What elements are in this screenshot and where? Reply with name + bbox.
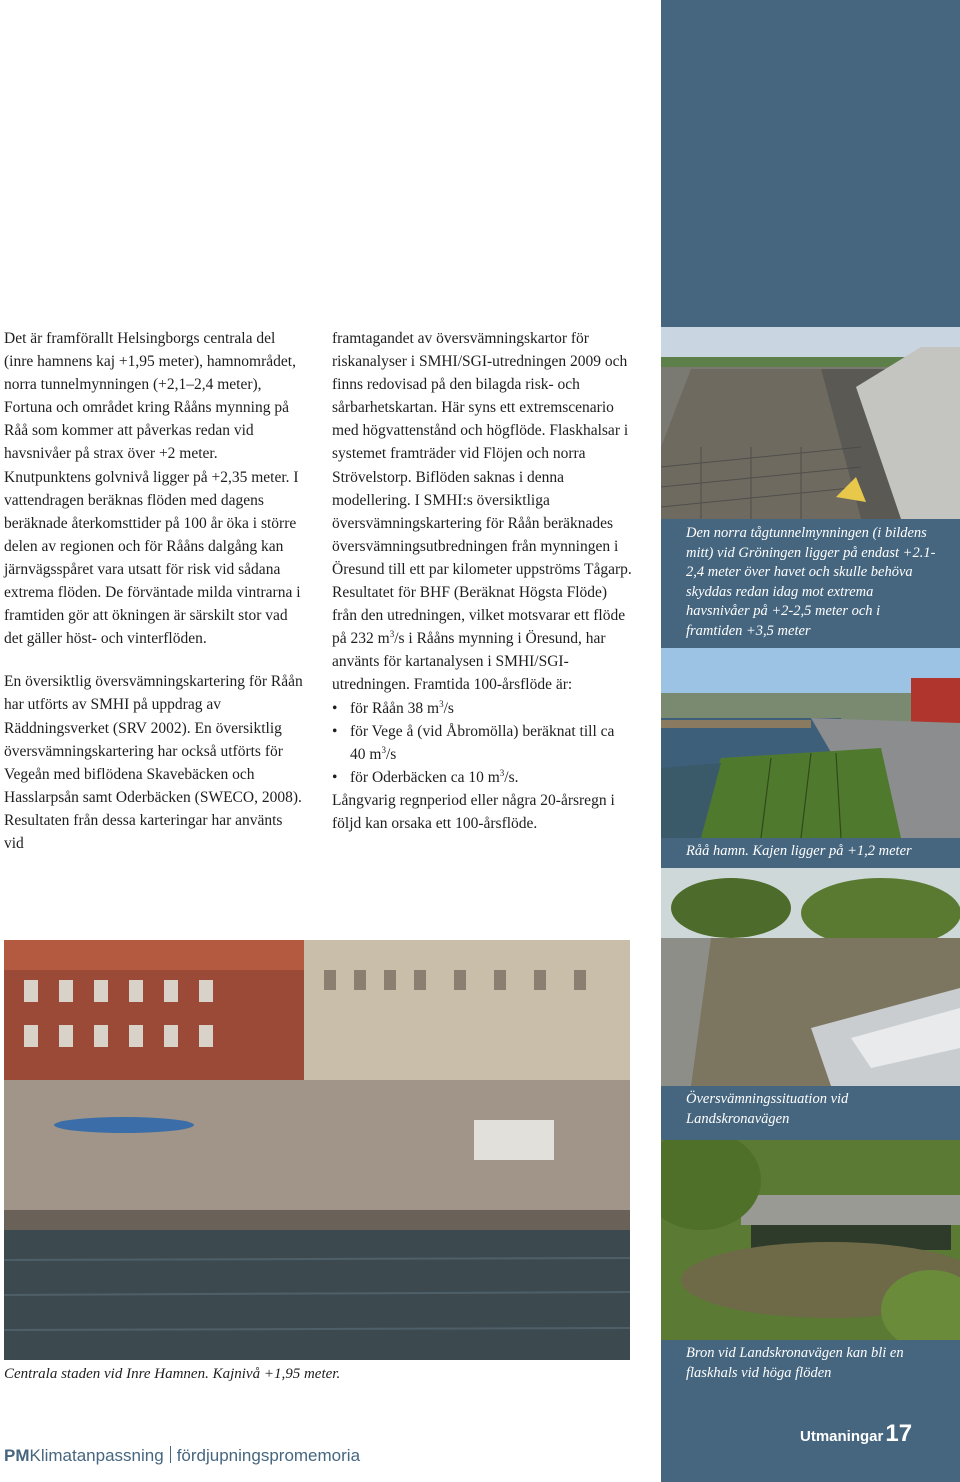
tunnel-caption: Den norra tågtunnelmynningen (i bildens mitt) vid Gröningen ligger på endast +2.1-2,4 meter över havet och skulle behöva skyddas redan idag mot extrema havsnivåer på +2-2,5 meter och i framtiden +3,5 meter: [686, 525, 936, 639]
footer-divider: [170, 1446, 171, 1463]
flooding-caption: Översvämningssituation vid Landskronavägen: [686, 1091, 849, 1127]
footer-publication-name: PMKlimatanpassning fördjupningspromemoria: [4, 1446, 361, 1465]
bridge-caption: Bron vid Landskronavägen kan bli en flaskhals vid höga flöden: [686, 1345, 904, 1381]
list-item: • för Vege å (vid Åbromölla) beräknat till ca 40 $m^3/s$: [332, 720, 632, 766]
middle-paragraph-2: Långvarig regnperiod eller några 20-årsregn i följd kan orsaka ett 100-årsflöde.: [332, 791, 615, 832]
page-number: 17: [885, 1420, 913, 1447]
middle-paragraph-1: framtagandet av översvämningskartor för riskanalyser i SMHI/SGI-utredningen 2009 och finns redovisad på den bilagda risk- och sårbarhetskartan. Här syns ett extremscenario med högvattenstånd och högflöde. Flaskhalsar i systemet framträder vid Flöjen och norra Strövelstorp. Biflöden saknas i denna modellering. I SMHI:s översiktliga översvämningskartering för Råån beräknades översvämningsutbredningen från mynningen i Öresund till ett par kilometer uppströms Tågarp. Resultatet för BHF (Beräknat Högsta Flöde) från den utredningen, vilket motsvarar ett flöde på 232 $m^3/s$ i Rååns mynning i Öresund, har använts för kartanalysen i SMHI/SGI-utredningen. Framtida 100-årsflöde är:: [332, 330, 632, 694]
left-text-column: [4, 327, 304, 855]
list-item: • för Oderbäcken ca 10 $m^3/s$.: [332, 766, 632, 789]
middle-text-column: [332, 327, 632, 835]
inner-harbor-photo: [4, 940, 630, 1360]
raa-harbor-caption: Råå hamn. Kajen ligger på +1,2 meter: [686, 843, 912, 859]
footer-page-info: [800, 1420, 912, 1448]
left-paragraph-2: En översiktlig översvämningskartering för Råån har utförts av SMHI på uppdrag av Räddningsverket (SRV 2002). En översiktlig översvämningskartering har också utförts för Vegeån med biflödena Skavebäcken och Hasslarpsån samt Oderbäcken (SWECO, 2008). Resultaten från dessa karteringar har använts vid: [4, 673, 303, 852]
tunnel-photo: [661, 327, 960, 519]
harbor-caption: Centrala staden vid Inre Hamnen. Kajnivå +1,95 meter.: [4, 1366, 341, 1382]
list-item: • för Råån 38 $m^3/s$: [332, 697, 632, 720]
left-paragraph-1: Det är framförallt Helsingborgs centrala del (inre hamnens kaj +1,95 meter), hamnområdet, norra tunnelmynningen (+2,1–2,4 meter), Fortuna och området kring Rååns mynning på Råå som kommer att påverkas redan vid havsnivåer på strax över +2 meter. Knutpunktens golvnivå ligger på +2,35 meter. I vattendragen beräknas flöden med dagens beräknade återkomsttider på 100 år öka i större delen av regionen och för Rååns dalgång kan järnvägsspåret vara utsatt för risk vid sådana extrema flöden. De förväntade milda vintrarna i framtiden gör att ökningen är särskilt stor vad det gäller höst- och vinterflöden.: [4, 330, 301, 648]
raa-harbor-photo: [661, 648, 960, 838]
section-label: Utmaningar: [800, 1428, 884, 1445]
flow-bullet-list: [332, 697, 632, 789]
bridge-photo: [661, 1140, 960, 1340]
flooding-photo: [661, 868, 960, 1086]
